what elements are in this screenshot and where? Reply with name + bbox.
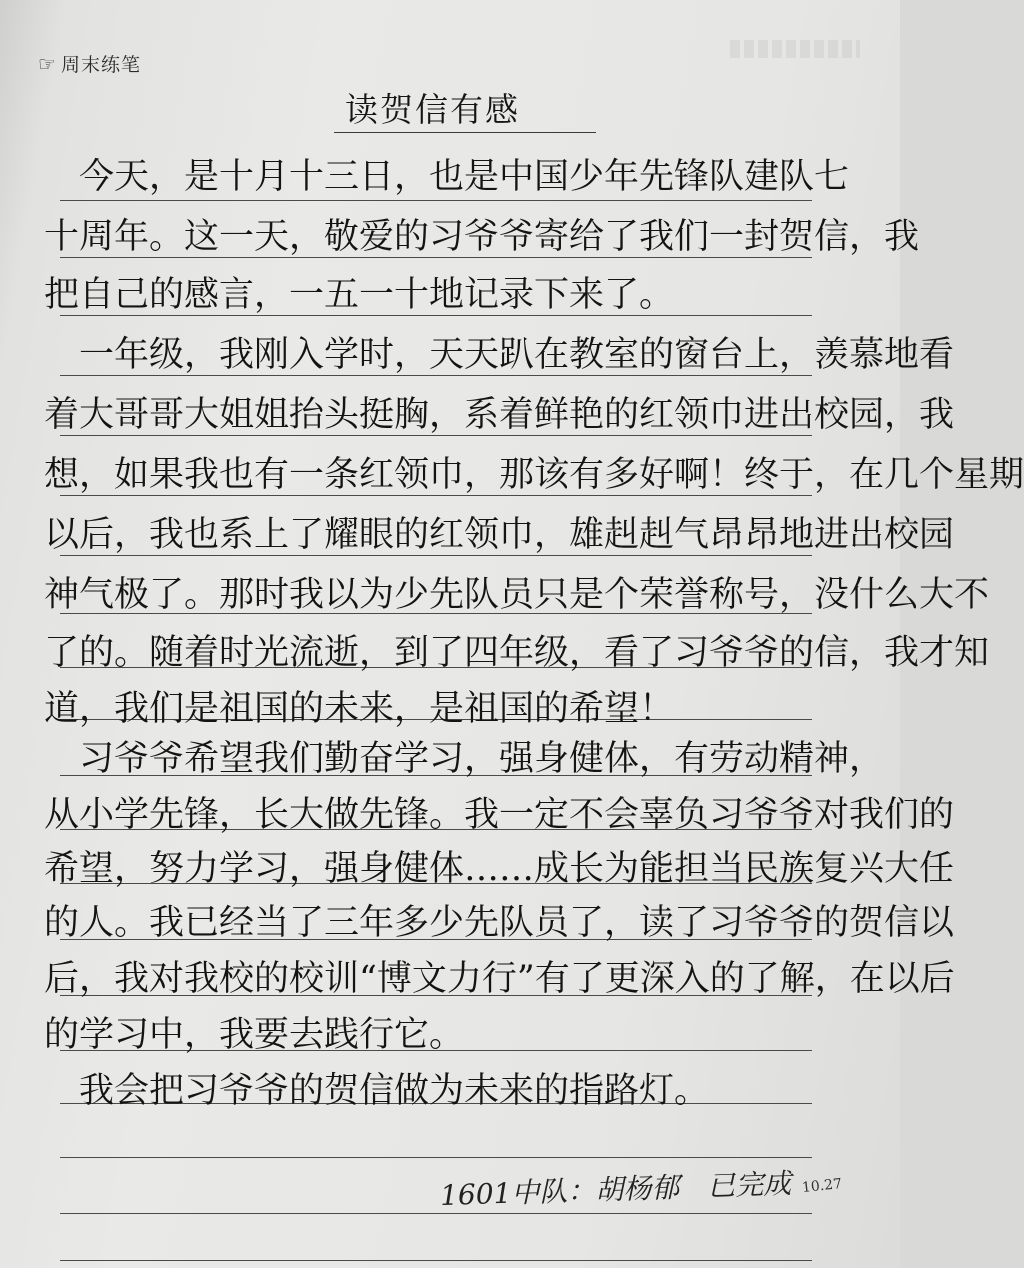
header-label: 周末练笔 [60,54,141,76]
essay-line: 希望，努力学习，强身健体……成长为能担当民族复兴大任 [44,849,955,889]
ruled-line [60,1260,812,1261]
ruled-line [60,555,812,556]
essay-line: 着大哥哥大姐姐抬头挺胸，系着鲜艳的红领巾进出校园，我 [44,395,955,435]
signature: 1601中队：胡杨郁 已完成 [439,1166,792,1213]
essay-line: 道，我们是祖国的未来，是祖国的希望！ [44,689,675,729]
essay-line: 习爷爷希望我们勤奋学习，强身健体，有劳动精神， [44,739,885,779]
essay-line: 从小学先锋，长大做先锋。我一定不会辜负习爷爷对我们的 [44,795,955,835]
essay-line: 把自己的感言，一五一十地记录下来了。 [44,275,675,315]
faint-bleedthrough-mark [730,40,860,58]
ruled-line [60,1213,812,1214]
ruled-line [60,257,812,258]
pointing-hand-icon: ☞ [38,51,57,76]
essay-title: 读贺信有感 [345,90,520,129]
date-note: 10.27 [801,1175,843,1197]
essay-line: 后，我对我校的校训“博文力行”有了更深入的了解，在以后 [44,959,955,999]
essay-line: 以后，我也系上了耀眼的红领巾，雄赳赳气昂昂地进出校园 [44,515,955,555]
essay-line: 十周年。这一天，敬爱的习爷爷寄给了我们一封贺信，我 [44,217,920,257]
ruled-line [60,495,812,496]
ruled-line [60,435,812,436]
essay-line: 一年级，我刚入学时，天天趴在教室的窗台上，羡慕地看 [44,335,955,375]
essay-line: 的学习中，我要去践行它。 [44,1015,465,1055]
essay-line: 了的。随着时光流逝，到了四年级，看了习爷爷的信，我才知 [44,633,990,673]
essay-line: 想，如果我也有一条红领巾，那该有多好啊！终于，在几个星期 [44,455,1024,495]
ruled-line [60,1157,812,1158]
ruled-line [60,200,812,201]
ruled-line [60,375,812,376]
ruled-line [60,315,812,316]
essay-line: 的人。我已经当了三年多少先队员了，读了习爷爷的贺信以 [44,903,955,943]
essay-line: 我会把习爷爷的贺信做为未来的指路灯。 [44,1071,710,1111]
title-underline [334,132,596,133]
worksheet-header [38,50,141,77]
essay-line: 神气极了。那时我以为少先队员只是个荣誉称号，没什么大不 [44,575,990,615]
essay-line: 今天，是十月十三日，也是中国少年先锋队建队七 [44,157,850,197]
